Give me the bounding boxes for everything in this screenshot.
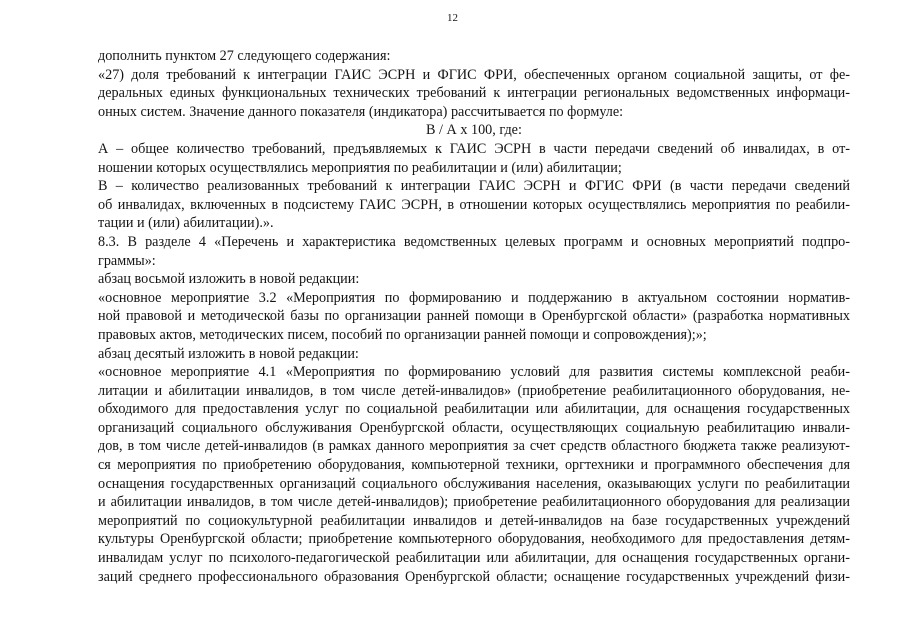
text-line: оснащения государственных организаций социального обслуживания населения, оказывающих услуги по реабилитации: [98, 475, 850, 492]
text-line: В – количество реализованных требований к интеграции ГАИС ЭСРН и ФГИС ФРИ (в части передачи сведений: [98, 178, 850, 195]
text-line: абзац десятый изложить в новой редакции:: [98, 345, 359, 362]
text-line: «27) доля требований к интеграции ГАИС ЭСРН и ФГИС ФРИ, обеспеченных органом социальной защиты, от фе-: [98, 66, 850, 83]
text-line: тации и (или) абилитации).».: [98, 215, 274, 232]
text-line: дополнить пунктом 27 следующего содержания:: [98, 48, 391, 64]
text-line: «основное мероприятие 3.2 «Мероприятия по формированию и поддержанию в актуальном состоянии норматив-: [98, 289, 850, 306]
text-line: В / А х 100, где:: [426, 122, 522, 139]
text-line: деральных единых функциональных технических требований к интеграции региональных ведомственных информаци-: [98, 85, 850, 102]
text-line: мероприятий по социокультурной реабилитации инвалидов и детей-инвалидов на базе государственных учреждений: [98, 512, 850, 529]
text-line: культуры Оренбургской области; приобретение компьютерного оборудования, необходимого для предоставления детям-: [98, 531, 850, 548]
document-body: [98, 47, 850, 586]
text-line: инвалидам услуг по психолого-педагогической реабилитации или абилитации, для оснащения государственных органи-: [98, 550, 850, 567]
text-line: правовых актов, методических писем, пособий по организации ранней помощи и сопровождения);»;: [98, 326, 707, 343]
text-line: литации и абилитации инвалидов, в том числе детей-инвалидов» (приобретение реабилитационного оборудования, не-: [98, 382, 850, 399]
text-line: ной правовой и методической базы по организации ранней помощи в Оренбургской области» (разработка нормативных: [98, 308, 850, 325]
text-line: 8.3. В разделе 4 «Перечень и характеристика ведомственных целевых программ и основных мероприятий подпро-: [98, 233, 850, 250]
text-line: и абилитации инвалидов, в том числе детей-инвалидов); приобретение реабилитационного оборудования для реализации: [98, 494, 850, 511]
text-line: организаций социального обслуживания Оренбургской области, осуществляющих социальную реабилитацию инвали-: [98, 419, 850, 436]
page-number: 12: [447, 12, 458, 24]
text-line: заций среднего профессионального образования Оренбургской области; оснащение государственных учреждений физи-: [98, 568, 850, 585]
text-line: граммы»:: [98, 252, 156, 269]
text-line: абзац восьмой изложить в новой редакции:: [98, 271, 360, 288]
text-line: ношении которых осуществлялись мероприятия по реабилитации и (или) абилитации;: [98, 159, 622, 176]
text-line: дов, в том числе детей-инвалидов (в рамках данного мероприятия за счет средств областного бюджета также реализуют-: [98, 438, 850, 455]
text-line: онных систем. Значение данного показателя (индикатора) рассчитывается по формуле:: [98, 103, 624, 120]
text-line: обходимого для предоставления услуг по социальной реабилитации или абилитации, для оснащения государственных: [98, 401, 850, 418]
text-line: «основное мероприятие 4.1 «Мероприятия по формированию условий для развития системы комплексной реаби-: [98, 364, 850, 381]
text-line: ся мероприятия по приобретению оборудования, компьютерной техники, оргтехники и программного обеспечения для: [98, 457, 850, 474]
text-line: А – общее количество требований, предъявляемых к ГАИС ЭСРН в части передачи сведений об инвалидах, в от-: [98, 140, 850, 157]
text-line: об инвалидах, включенных в подсистему ГАИС ЭСРН, в отношении которых осуществлялись мероприятия по реабили-: [98, 196, 850, 213]
